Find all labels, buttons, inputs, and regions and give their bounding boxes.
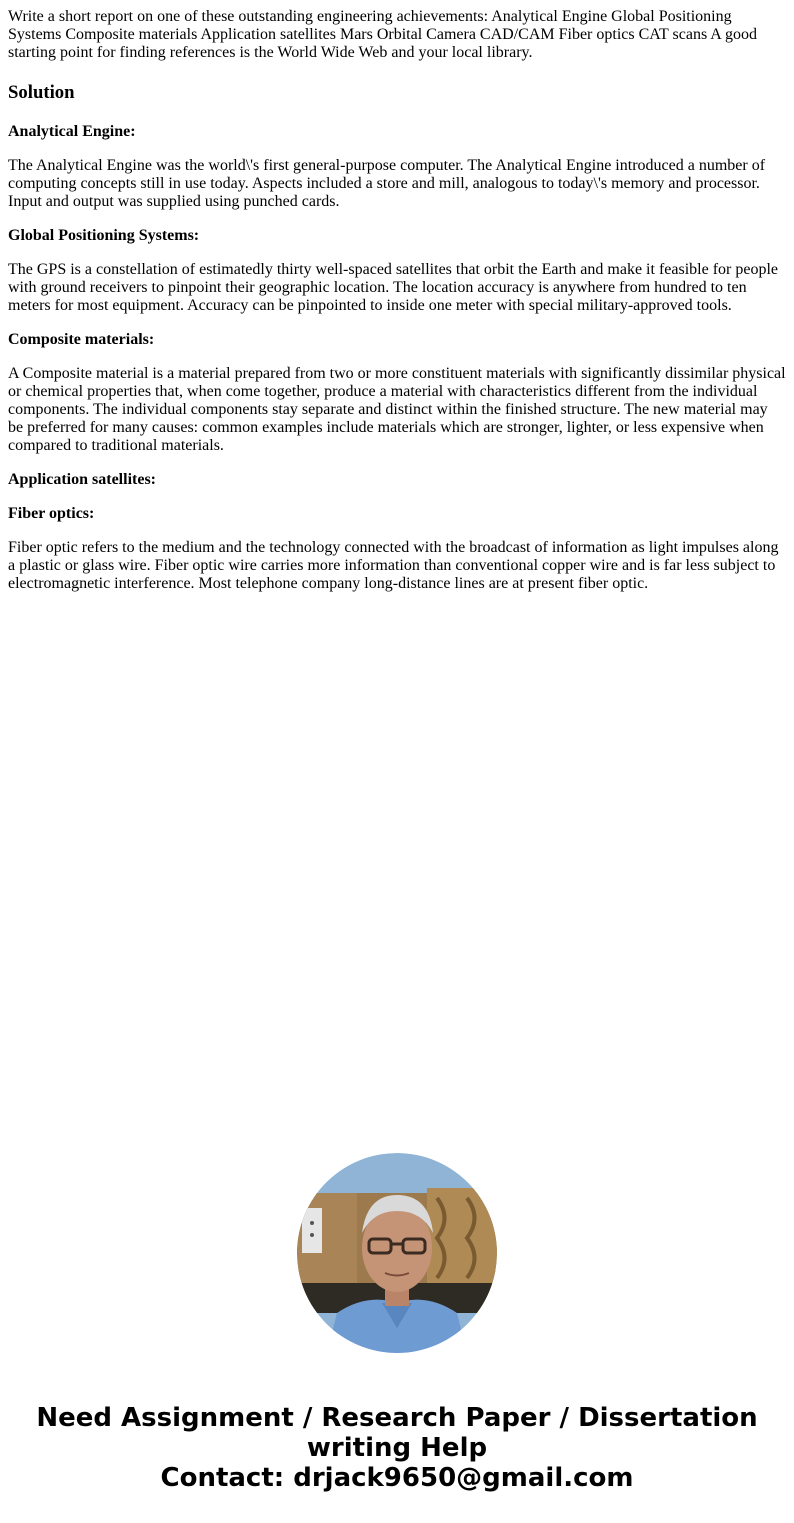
section-title-analytical-engine (8, 123, 786, 141)
section-title: Analytical Engine: (8, 123, 136, 140)
section-title: Composite materials: (8, 331, 155, 348)
cta-text (0, 1403, 794, 1493)
section-title-application-satellites (8, 471, 786, 489)
section-body-analytical-engine: The Analytical Engine was the world\'s first general-purpose computer. The Analytical Engine introduced a number of computing concepts still in use today. Aspects included a store and mill, analogous to today\'s memory and processor. Input and output was supplied using punched cards. (8, 157, 766, 210)
promo-footer (0, 1153, 794, 1493)
document-body (8, 8, 786, 609)
section-title: Fiber optics: (8, 505, 95, 522)
avatar (297, 1153, 497, 1353)
solution-heading: Solution (8, 82, 75, 103)
question-text: Write a short report on one of these outstanding engineering achievements: Analytical Engine Global Positioning Systems Composite materials Application satellites Mars Orbital Camera CAD/CAM Fiber optics CAT scans A good starting point for finding references is the World Wide Web and your local library. (8, 8, 757, 61)
section-title-gps (8, 227, 786, 245)
section-title-composite-materials (8, 331, 786, 349)
avatar-portrait-image (297, 1153, 497, 1353)
section-body-gps: The GPS is a constellation of estimatedly thirty well-spaced satellites that orbit the Earth and make it feasible for people with ground receivers to pinpoint their geographic location. The location accuracy is anywhere from hundred to ten meters for most equipment. Accuracy can be pinpointed to inside one meter with special military-approved tools. (8, 261, 778, 314)
cta-line-help: Need Assignment / Research Paper / Dissertation writing Help (36, 1403, 758, 1463)
section-title: Application satellites: (8, 471, 156, 488)
cta-line-contact: Contact: drjack9650@gmail.com (160, 1463, 634, 1493)
section-body-fiber-optics: Fiber optic refers to the medium and the technology connected with the broadcast of information as light impulses along a plastic or glass wire. Fiber optic wire carries more information than conventional copper wire and is far less subject to electromagnetic interference. Most telephone company long-distance lines are at present fiber optic. (8, 539, 779, 592)
section-body-composite-materials: A Composite material is a material prepared from two or more constituent materials with significantly dissimilar physical or chemical properties that, when come together, produce a material with characteristics different from the individual components. The individual components stay separate and distinct within the finished structure. The new material may be preferred for many causes: common examples include materials which are stronger, lighter, or less expensive when compared to traditional materials. (8, 365, 786, 454)
section-title-fiber-optics (8, 505, 786, 523)
section-title: Global Positioning Systems: (8, 227, 200, 244)
